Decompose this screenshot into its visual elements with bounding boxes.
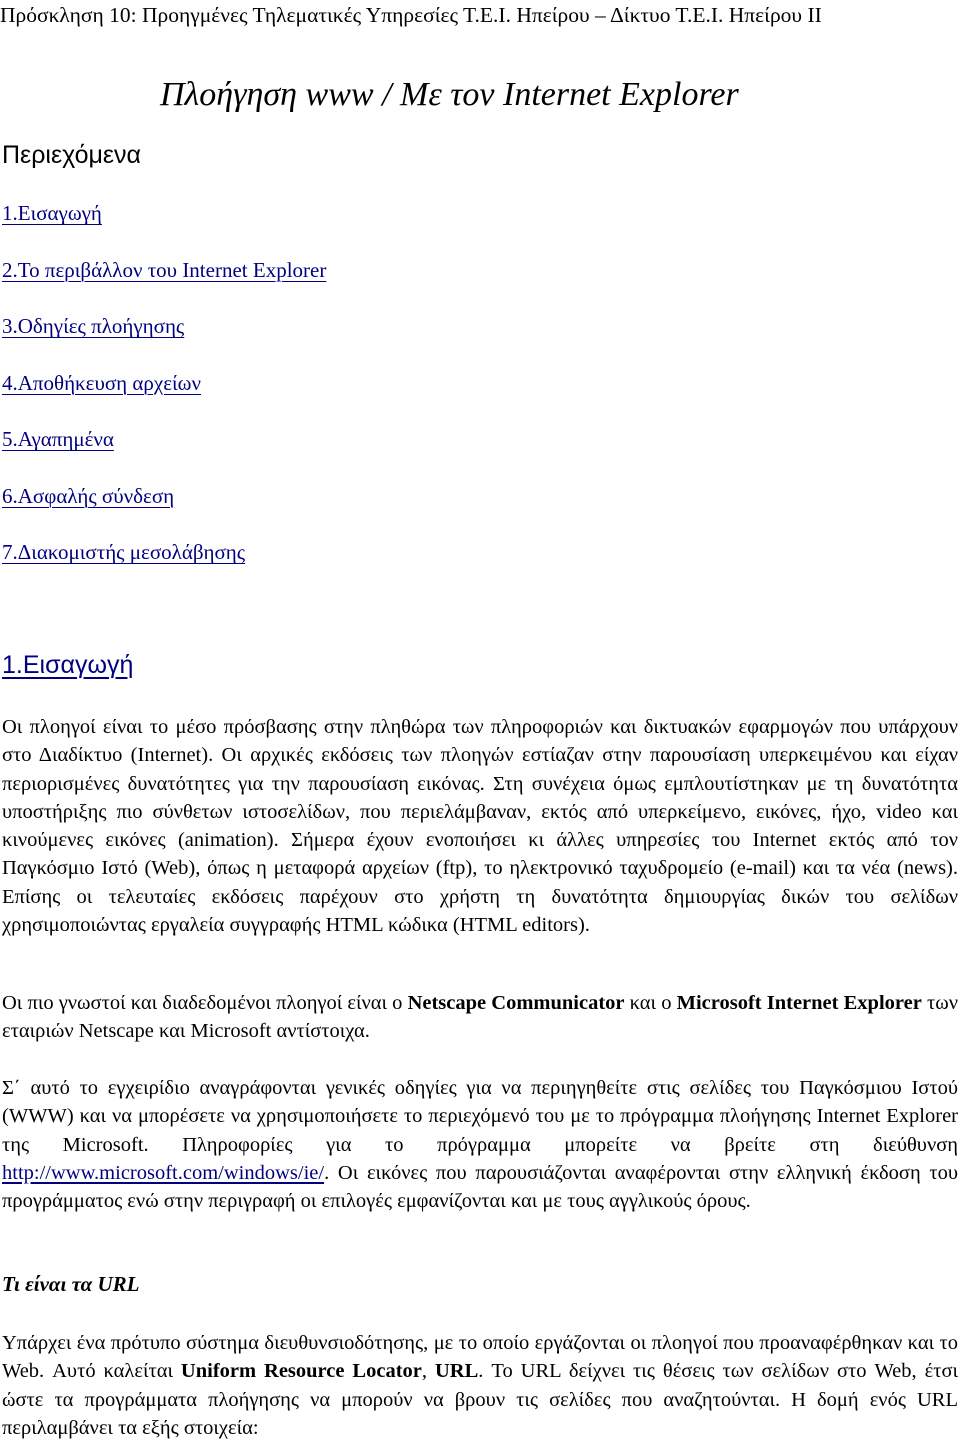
- manual-paragraph: [2, 1074, 958, 1215]
- toc-item: [2, 367, 326, 424]
- url-subheading: Τι είναι τα URL: [2, 1272, 140, 1296]
- toc-link-navigation[interactable]: 3.Οδηγίες πλοήγησης: [2, 314, 185, 338]
- browsers-paragraph: [2, 989, 958, 1046]
- toc-link-introduction[interactable]: 1.Εισαγωγή: [2, 201, 102, 225]
- table-of-contents: [2, 197, 326, 593]
- bold-netscape: Netscape Communicator: [407, 992, 625, 1014]
- toc-link-saving-files[interactable]: 4.Αποθήκευση αρχείων: [2, 370, 201, 395]
- intro-paragraph: Οι πλοηγοί είναι το μέσο πρόσβασης στην πληθώρα των πληροφοριών και δικτυακών εφαρμογών που υπάρχουν στο Διαδίκτυο (Internet). Οι αρχικές εκδόσεις των πλοηγών εστίαζαν στην παρουσίαση υπερκειμένου και είχαν περιορισμένες δυνατότητες για την παρουσίαση εικόνας. Στη συνέχεια όμως εμπλουτίστηκαν με τη δυνατότητα υποστήριξης πιο σύνθετων ιστοσελίδων, που περιελάμβαναν, εκτός από υπερκείμενο, εικόνες, ήχο, video και κινούμενες εικόνες (animation). Σήμερα έχουν ενοποιήσει κι άλλες υπηρεσίες του Internet εκτός από τον Παγκόσμιο Ιστό (Web), όπως η μεταφορά αρχείων (ftp), το ηλεκτρονικό ταχυδρομείο (e-mail) και τα νέα (news). Επίσης οι τελευταίες εκδόσεις παρέχουν στο χρήστη τη δυνατότητα δημιουργίας δικών του σελίδων χρησιμοποιώντας εργαλεία συγγραφής HTML κώδικα (HTML editors).: [2, 716, 958, 937]
- page-title: Πλοήγηση www / Με τον Internet Explorer: [160, 76, 739, 113]
- toc-item: [2, 197, 326, 254]
- toc-item: [2, 423, 326, 480]
- toc-heading: Περιεχόμενα: [2, 141, 141, 169]
- toc-item: [2, 480, 326, 537]
- toc-link-secure-connection[interactable]: 6.Ασφαλής σύνδεση: [2, 483, 175, 508]
- text-span: των εταιριών Netscape και Microsoft αντίστοιχα.: [2, 992, 958, 1043]
- url-paragraph: [2, 1329, 958, 1442]
- text-span: . Οι εικόνες που παρουσιάζονται αναφέρονται στην ελληνική έκδοση του προγράμματος ενώ στην περιγραφή οι επιλογές εμφανίζονται και με τους αγγλικούς όρους.: [2, 1161, 958, 1213]
- toc-link-favorites[interactable]: 5.Αγαπημένα: [2, 427, 114, 451]
- text-span: Σ΄ αυτό το εγχειρίδιο αναγράφονται γενικές οδηγίες για να περιηγηθείτε στις σελίδες του Παγκόσμιου Ιστού (WWW) και να μπορέσετε να χρησιμοποιήσετε το περιεχόμενό του με το πρόγραμμα πλοήγησης Internet Explorer της Microsoft. Πληροφορίες για το πρόγραμμα μπορείτε να βρείτε στη διεύθυνση: [2, 1077, 958, 1156]
- text-span: ,: [421, 1360, 435, 1383]
- text-span: Υπάρχει ένα πρότυπο σύστημα διευθυνσιοδότησης, με το οποίο εργάζονται οι πλοηγοί που προαναφέρθηκαν και το Web. Αυτό καλείται: [2, 1332, 958, 1383]
- bold-url: URL: [434, 1360, 479, 1383]
- text-span: . Το URL δείχνει τις θέσεις των σελίδων στο Web, έτσι ώστε τα προγράμματα πλοήγησης να μπορούν να βρουν τις σελίδες που αναζητούνται. Η δομή ενός URL περιλαμβάνει τα εξής στοιχεία:: [2, 1360, 959, 1439]
- section-heading-introduction[interactable]: 1.Εισαγωγή: [2, 651, 134, 679]
- toc-item: [2, 310, 326, 367]
- bold-microsoft-ie: Microsoft Internet Explorer: [676, 992, 922, 1014]
- text-span: Οι πιο γνωστοί και διαδεδομένοι πλοηγοί είναι ο: [2, 992, 408, 1014]
- toc-item: [2, 536, 326, 593]
- bold-uniform-resource-locator: Uniform Resource Locator: [180, 1360, 422, 1383]
- toc-link-environment[interactable]: 2.Το περιβάλλον του Internet Explorer: [2, 257, 327, 282]
- microsoft-ie-link[interactable]: http://www.microsoft.com/windows/ie/: [2, 1161, 325, 1184]
- toc-item: [2, 254, 326, 311]
- document-header: Πρόσκληση 10: Προηγμένες Τηλεματικές Υπηρεσίες Τ.Ε.Ι. Ηπείρου – Δίκτυο Τ.Ε.Ι. Ηπείρου ΙΙ: [0, 3, 822, 27]
- text-span: και ο: [624, 992, 677, 1014]
- toc-link-proxy-server[interactable]: 7.Διακομιστής μεσολάβησης: [2, 540, 246, 564]
